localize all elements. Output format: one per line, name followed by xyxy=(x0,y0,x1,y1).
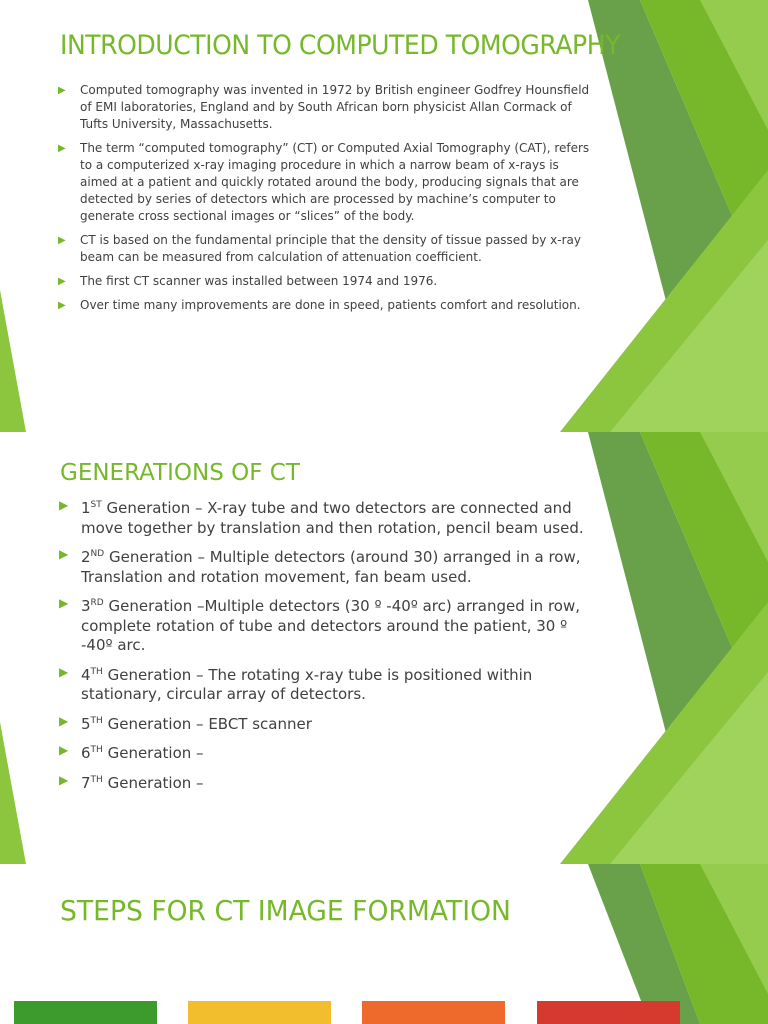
step-box-yellow xyxy=(188,1001,331,1024)
triangle-bullet-icon: ▶ xyxy=(58,235,66,246)
list-item: ▶ The term “computed tomography” (CT) or Computed Axial Tomography (CAT), refers to a computerized x-ray imaging procedure in which a narrow beam of x-rays is aimed at a patient and quickly rotated around the body, producing signals that are detected by series of detectors which are processed by machine’s computer to generate cross sectional images or “slices” of the body. xyxy=(58,141,590,223)
triangle-bullet-icon: ▶ xyxy=(58,143,66,154)
step-box-orange xyxy=(362,1001,505,1024)
slide-title: INTRODUCTION TO COMPUTED TOMOGRAPHY xyxy=(60,30,621,61)
triangle-bullet-icon: ▶ xyxy=(58,276,66,287)
step-box-red xyxy=(537,1001,680,1024)
bullet-list xyxy=(58,82,590,321)
triangle-bullet-icon: ▶ xyxy=(59,713,69,728)
list-item: ▶ 1ST Generation – X-ray tube and two detectors are connected and move together by translation and then rotation, pencil beam used. xyxy=(59,498,584,537)
triangle-bullet-icon: ▶ xyxy=(58,300,66,311)
triangle-bullet-icon: ▶ xyxy=(59,596,69,610)
list-item: ▶ 6TH Generation – xyxy=(59,743,204,762)
list-item: ▶ 4TH Generation – The rotating x-ray tube is positioned within stationary, circular array of detectors. xyxy=(59,664,533,703)
list-item: ▶ The first CT scanner was installed between 1974 and 1976. xyxy=(58,274,438,288)
list-item: ▶ Computed tomography was invented in 1972 by British engineer Godfrey Hounsfield of EMI laboratories, England and by South African born physicist Allan Cormack of Tufts University, Massachusetts. xyxy=(58,83,590,131)
slide-steps xyxy=(0,864,768,1024)
step-box-green xyxy=(14,1001,157,1024)
slide-introduction xyxy=(0,0,768,432)
slide-title: STEPS FOR CT IMAGE FORMATION xyxy=(60,894,511,927)
slide-generations xyxy=(0,432,768,864)
list-item: ▶ CT is based on the fundamental principle that the density of tissue passed by x-ray beam can be measured from calculation of attenuation coefficient. xyxy=(58,233,581,264)
triangle-bullet-icon: ▶ xyxy=(59,664,69,679)
triangle-bullet-icon: ▶ xyxy=(59,743,69,757)
triangle-bullet-icon: ▶ xyxy=(59,772,69,787)
list-item: ▶ 7TH Generation – xyxy=(59,772,204,792)
triangle-bullet-icon: ▶ xyxy=(58,85,66,96)
list-item: ▶ 5TH Generation – EBCT scanner xyxy=(59,713,312,733)
list-item: ▶ 2ND Generation – Multiple detectors (around 30) arranged in a row, Translation and rotation movement, fan beam used. xyxy=(59,547,581,586)
generation-list xyxy=(59,496,591,800)
slide-title: GENERATIONS OF CT xyxy=(60,460,300,486)
list-item: ▶ 3RD Generation –Multiple detectors (30 º -40º arc) arranged in row, complete rotation of tube and detectors around the patient, 30 º -40º arc. xyxy=(59,596,581,654)
list-item: ▶ Over time many improvements are done in speed, patients comfort and resolution. xyxy=(58,298,581,312)
green-decoration xyxy=(0,864,768,1024)
triangle-bullet-icon: ▶ xyxy=(59,498,69,512)
triangle-bullet-icon: ▶ xyxy=(59,547,69,561)
